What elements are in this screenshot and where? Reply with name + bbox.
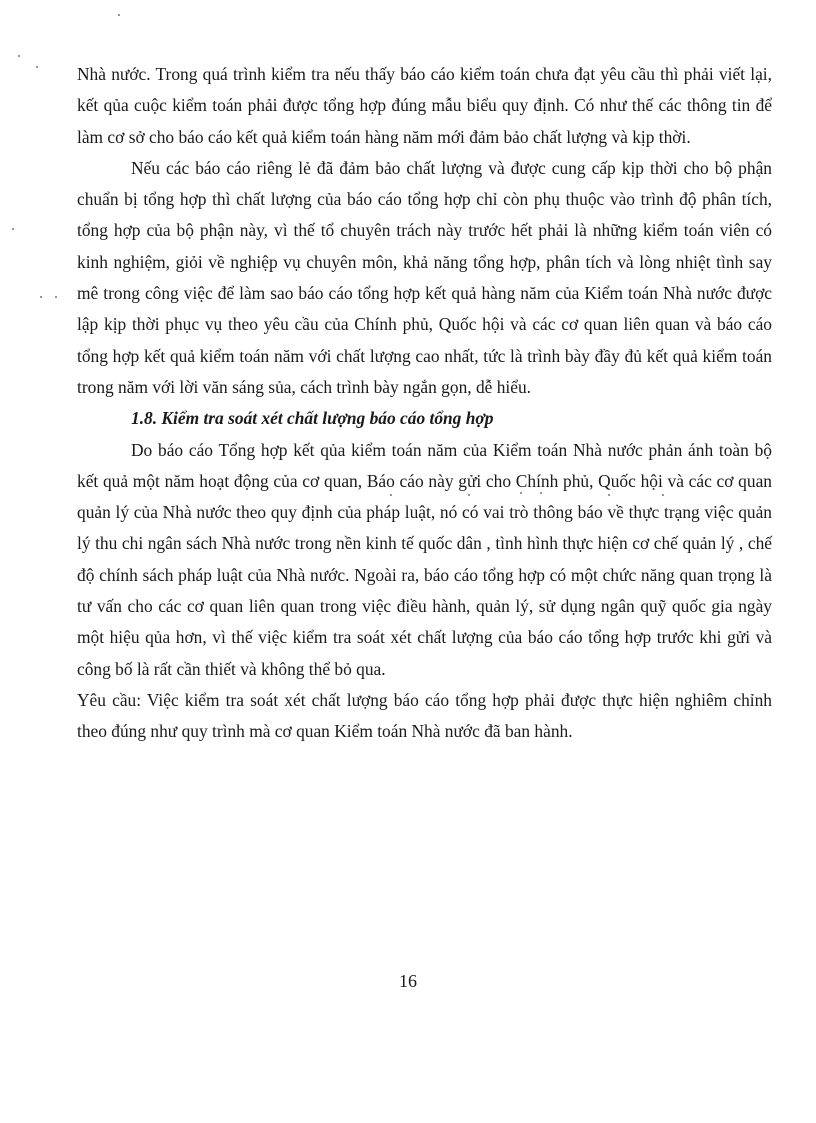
scan-speck bbox=[18, 55, 20, 57]
paragraph-summary-report-role: Do báo cáo Tổng hợp kết qủa kiểm toán năm của Kiểm toán Nhà nước phản ánh toàn bộ kết quả một năm hoạt động của cơ quan, Báo cáo này gửi cho Chính phủ, Quốc hội và các cơ quan quản lý của Nhà nước theo quy định của pháp luật, nó có vai trò thông báo về thực trạng việc quản lý thu chi ngân sách Nhà nước trong nền kinh tế quốc dân , tình hình thực hiện cơ chế quản lý , chế độ chính sách pháp luật của Nhà nước. Ngoài ra, báo cáo tổng hợp có một chức năng quan trọng là tư vấn cho các cơ quan liên quan trong việc điều hành, quản lý, sử dụng ngân quỹ quốc gia ngày một hiệu qủa hơn, vì thế việc kiểm tra soát xét chất lượng của báo cáo tổng hợp trước khi gửi và công bố là rất cần thiết và không thể bỏ qua. bbox=[77, 439, 772, 679]
scan-speck bbox=[40, 296, 42, 298]
scan-speck bbox=[36, 66, 38, 68]
document-body bbox=[77, 59, 772, 748]
paragraph-requirements: Yêu cầu: Việc kiểm tra soát xét chất lượng báo cáo tổng hợp phải được thực hiện nghiêm chỉnh theo đúng như quy trình mà cơ quan Kiểm toán Nhà nước đã ban hành. bbox=[77, 689, 772, 742]
paragraph-continuation-intro: Nhà nước. Trong quá trình kiểm tra nếu thấy báo cáo kiểm toán chưa đạt yêu cầu thì phải viết lại, kết qủa cuộc kiểm toán phải được tổng hợp đúng mẫu biểu quy định. Có như thế các thông tin để làm cơ sở cho báo cáo kết quả kiểm toán hàng năm mới đảm bảo chất lượng và kịp thời. bbox=[77, 64, 772, 147]
paragraph-report-quality: Nếu các báo cáo riêng lẻ đã đảm bảo chất lượng và được cung cấp kịp thời cho bộ phận chuẩn bị tổng hợp thì chất lượng của báo cáo tổng hợp chỉ còn phụ thuộc vào trình độ phân tích, tổng hợp của bộ phận này, vì thế tổ chuyên trách này trước hết phải là những kiểm toán viên có kinh nghiệm, giỏi về nghiệp vụ chuyên môn, khả năng tổng hợp, phân tích và lòng nhiệt tình say mê trong công việc để làm sao báo cáo tổng hợp kết quả hàng năm của Kiểm toán Nhà nước được lập kịp thời phục vụ theo yêu cầu của Chính phủ, Quốc hội và các cơ quan liên quan và báo cáo tổng hợp kết quả kiểm toán năm với chất lượng cao nhất, tức là trình bày đầy đủ kết quả kiểm toán trong năm với lời văn sáng sủa, cách trình bày ngắn gọn, dễ hiểu. bbox=[77, 157, 772, 397]
scan-speck bbox=[118, 14, 120, 16]
scan-speck bbox=[55, 296, 57, 298]
page-number: 16 bbox=[399, 971, 417, 991]
section-heading-1-8: 1.8. Kiểm tra soát xét chất lượng báo cáo tổng hợp bbox=[131, 408, 494, 429]
scan-speck bbox=[12, 228, 14, 230]
